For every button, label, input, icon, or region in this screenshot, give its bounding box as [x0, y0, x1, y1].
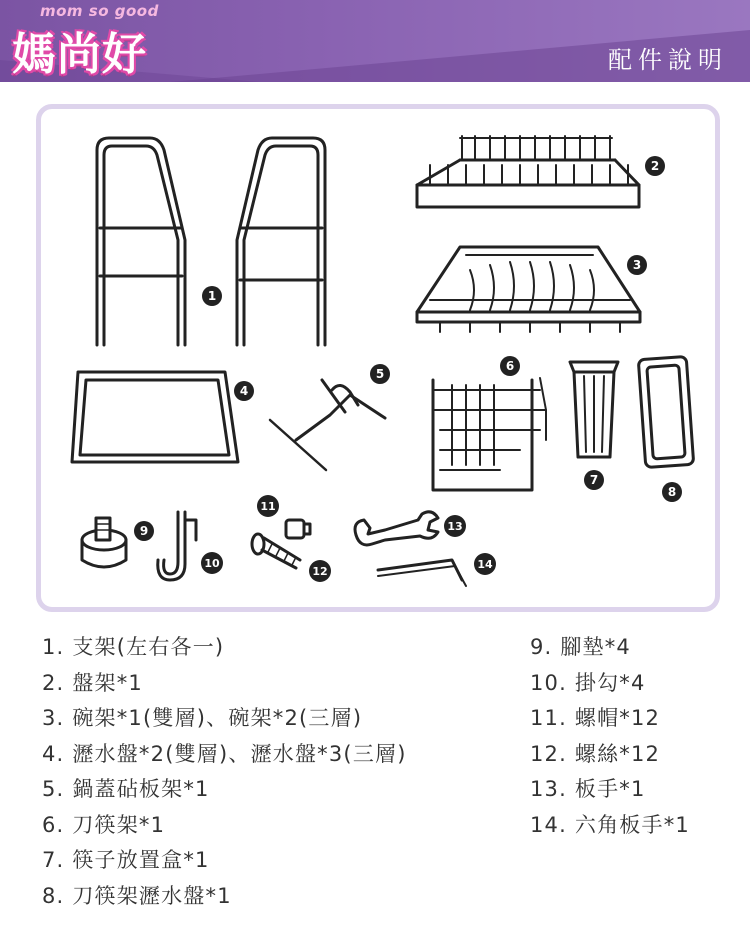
page-header — [0, 0, 750, 82]
list-item: 10. 掛勾*4 — [530, 670, 646, 695]
callout-label-6: 6 — [505, 359, 515, 373]
list-item: 14. 六角板手*1 — [530, 812, 690, 837]
callout-markers — [134, 156, 682, 582]
callout-labels — [140, 159, 676, 578]
part-8-holder-tray — [638, 356, 693, 467]
parts-list-left — [42, 630, 407, 914]
part-4-drip-tray — [72, 372, 238, 462]
list-item: 7. 筷子放置盒*1 — [42, 848, 210, 872]
list-item: 6. 刀筷架*1 — [42, 812, 166, 837]
list-item: 9. 腳墊*4 — [530, 635, 631, 659]
callout-label-14: 14 — [477, 558, 493, 571]
list-item: 13. 板手*1 — [530, 777, 646, 801]
logo-tagline: mom so good — [40, 2, 159, 20]
list-item: 8. 刀筷架瀝水盤*1 — [42, 883, 232, 908]
parts-diagram-panel — [36, 104, 720, 612]
part-9-foot-pad — [82, 518, 126, 567]
list-item: 11. 螺帽*12 — [530, 706, 661, 730]
callout-label-3: 3 — [632, 258, 642, 272]
list-item: 3. 碗架*1(雙層)、碗架*2(三層) — [42, 706, 363, 730]
parts-diagram — [41, 109, 715, 607]
part-3-bowl-rack — [417, 247, 640, 332]
parts-list-right — [530, 630, 690, 843]
list-item: 12. 螺絲*12 — [530, 741, 661, 766]
part-10-hook — [158, 512, 196, 580]
callout-label-13: 13 — [447, 520, 463, 533]
part-14-hex-key — [378, 560, 466, 586]
callout-label-7: 7 — [589, 473, 599, 487]
part-13-wrench — [355, 512, 438, 545]
callout-label-4: 4 — [239, 384, 249, 398]
part-1-frames — [97, 138, 325, 345]
list-item: 2. 盤架*1 — [42, 670, 143, 695]
list-item: 4. 瀝水盤*2(雙層)、瀝水盤*3(三層) — [42, 741, 407, 766]
brand-logo: 媽尚好 — [12, 29, 147, 80]
part-2-plate-rack — [417, 136, 639, 207]
callout-label-10: 10 — [204, 557, 220, 570]
part-11-nut — [286, 520, 310, 538]
callout-label-1: 1 — [207, 289, 217, 303]
part-7-chopstick-box — [570, 362, 618, 457]
list-item: 1. 支架(左右各一) — [42, 635, 225, 659]
callout-label-2: 2 — [650, 159, 660, 173]
callout-label-12: 12 — [312, 565, 328, 578]
list-item: 5. 鍋蓋砧板架*1 — [42, 777, 210, 801]
part-6-knife-holder — [433, 378, 546, 490]
callout-label-9: 9 — [139, 524, 149, 538]
page-title: 配件說明 — [608, 46, 728, 74]
callout-label-11: 11 — [260, 500, 276, 513]
part-5-lid-holder — [270, 380, 385, 470]
callout-label-8: 8 — [667, 485, 677, 499]
callout-label-5: 5 — [375, 367, 385, 381]
